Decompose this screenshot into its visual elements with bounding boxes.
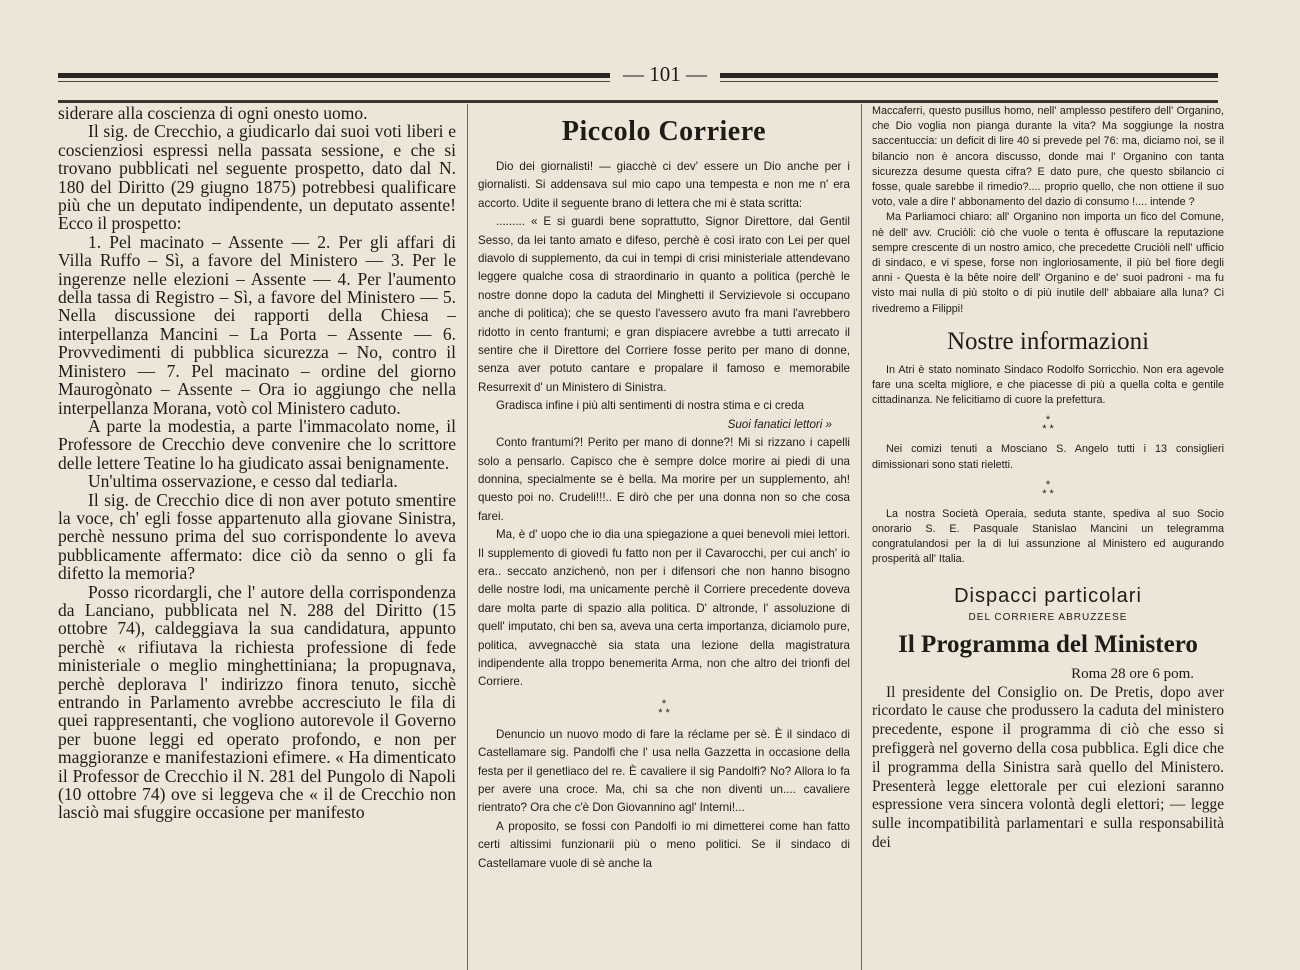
paragraph: A parte la modestia, a parte l'immacolato nome, il Professore de Crecchio deve convenire che lo scrittore delle lettere Teatine lo ha giudicato assai benignamente. bbox=[58, 415, 456, 473]
paragraph: Il sig. de Crecchio dice di non aver potuto smentire la voce, ch' egli fosse appartenuto alla giovane Sinistra, perchè nessuno prima del suo corrispondente lo aveva pubblicamente affermato: dice ciò da senno o gli fa difetto la memoria? bbox=[58, 489, 456, 584]
news-item: Nei comizi tenuti a Mosciano S. Angelo tutti i 13 consiglieri dimissionari sono stati rieletti. bbox=[872, 443, 1224, 471]
column-divider-1 bbox=[467, 104, 468, 970]
paragraph: siderare alla coscienza di ogni onesto uomo. bbox=[58, 104, 368, 123]
paragraph: Il presidente del Consiglio on. De Pretis, dopo aver ricordato le cause che produssero la caduta del ministero precedente, espone il programma di ciò che esso si prefiggerà nel governo della cosa pubblica. Egli dice che il programma della Sinistra sarà quello del Ministero. Presenterà legge elettorale per cui elezioni saranno espressione vera sincera volontà degli elettori; — legge sulle incompatibilità parlamentari e sulla responsabilità dei bbox=[872, 683, 1224, 852]
column-left bbox=[58, 104, 456, 970]
paragraph: Ma Parliamoci chiaro: all' Organino non importa un fico del Comune, nè dell' avv. Cruciòli: ciò che vuole o tenta è offuscare la reputazione sempre crescente di un nostro amico, che precedette Cruciòli nell' ufficio di sindaco, e vi spese, forse non ingloriosamente, il più bel fiore degli anni - Questa è la bête noire dell' Organino e de' suoi padroni - ma fu visto mai nulla di più stolto o di più inutile dell' abbaiare alla luna? Ci rivedremo a Filippi! bbox=[872, 211, 1224, 315]
paragraph: Ma, è d' uopo che io dia una spiegazione a quei benevoli miei lettori. Il supplemento di giovedì fu fatto non per il Cavarocchi, per cui anch' io era.. seccato anzichenò, non per i difensori che non hanno bisogno delle nostre lodi, ma unicamente perchè il Corriere precedente doveva dare molta parte di spazio alla politica. D' altronde, l' assoluzione di quell' imputato, chi ben sa, aveva una certa importanza, diciamolo pure, politica, avvegnacchè sia stata una lezione della magistratura indipendente alla troppo benemerita Arma, non che altro dei trionfi del Corriere. bbox=[478, 528, 850, 689]
paragraph: A proposito, se fossi con Pandolfi io mi dimetterei come han fatto certi altissimi funzionarii più o meno politici. Se il sindaco di Castellamare vuole di sè anche la bbox=[478, 819, 850, 870]
column-header-rule bbox=[58, 100, 1218, 103]
letter-signature: Suoi fanatici lettori » bbox=[727, 417, 832, 431]
column-divider-2 bbox=[861, 104, 862, 970]
news-item: In Atri è stato nominato Sindaco Rodolfo Sorricchio. Non era agevole fare una scelta migliore, e che piacesse di più a quella colta e gentile cittadinanza. Ne felicitiamo di cuore la prefettura. bbox=[872, 363, 1224, 407]
paragraph: Conto frantumi?! Perito per mano di donne?! Mi si rizzano i capelli solo a pensarlo. Capisco che è sempre dolce morire ai piedi di una donnina, specialmente se è bella. Ma morire per un supplemento, ah! questo poi no. Crudeli!!!.. E dirò che per una donna non so che cosa farei. bbox=[478, 436, 850, 523]
paragraph: Gradisca infine i più alti sentimenti di nostra stima e ci creda bbox=[496, 399, 805, 413]
section-title-nostre-informazioni: Nostre informazioni bbox=[946, 327, 1150, 355]
asterism-separator: * * * bbox=[1042, 414, 1054, 436]
asterism-separator: * * * bbox=[1042, 478, 1054, 500]
paragraph: Posso ricordargli, che l' autore della corrispondenza da Lanciano, pubblicata nel N. 288 del Diritto (15 ottobre 74), caldeggiava la sua candidatura, appunto perchè « rifiutava la richiesta professione di fede ministeriale o meglio minghettiniana; la propugnava, perchè deplorava l' indirizzo finora tenuto, sicchè entrando in Parlamento avrebbe accresciuto le fila di quei rappresentanti, che vogliono autorevole il Governo per buone leggi ed operato profondo, e non per maggioranze e manifestazioni efimere. « Ha dimenticato il Professor de Crecchio il N. 281 del Pungolo di Napoli (10 ottobre 74) ove si leggeva che « il de Crecchio non lasciò mai sfuggire occasione per manifesto bbox=[58, 581, 456, 823]
paragraph: Denuncio un nuovo modo di fare la réclame per sè. È il sindaco di Castellamare sig. Pandolfi che l' usa nella Gazzetta in occasione della festa per il genetliaco del re. È cavaliere il sig Pandolfi? No? Allora lo fa per avere una croce. Ma, chi sa che non diventi un.... cavaliere rientrato? Ora che c'è Don Giovannino agl' Interni!... bbox=[478, 727, 850, 815]
column-middle bbox=[478, 104, 850, 970]
headline-programma: Il Programma del Ministero bbox=[898, 630, 1198, 658]
dateline: Roma 28 ore 6 pom. bbox=[1071, 665, 1194, 682]
section-title-dispacci: Dispacci particolari bbox=[954, 584, 1142, 607]
paragraph: Un'ultima osservazione, e cesso dal tediarla. bbox=[88, 471, 398, 492]
news-item: La nostra Società Operaia, seduta stante, spediva al suo Socio onorario S. E. Pasquale Stanislao Mancini un telegramma congratulandosi per la di lui assunzione al Ministero ed augurando prosperità all' Italia. bbox=[872, 507, 1224, 566]
section-title-piccolo-corriere: Piccolo Corriere bbox=[561, 116, 767, 147]
page-number: — 101 — bbox=[610, 62, 720, 87]
paragraph: Maccaferri, questo pusillus homo, nell' amplesso pestifero dell' Organino, che Dio voglia non pianga durante la vita? Ma soggiunge la nostra saccentuccia: un deficit di lire 40 si prevede pel 76: ma, diciamo noi, se il bilancio non è ancora discusso, donde mai l' Organino con tanta sicurezza desume questa cifra? E dato pure, che questo sbilancio ci fosse, quale sarebbe il rimedio?.... proprio quello, che non ottiene il suo voto, vale a dire l' abbonamento del dazio di consumo !.... intende ? bbox=[872, 105, 1224, 209]
paragraph: 1. Pel macinato – Assente — 2. Per gli affari di Villa Ruffo – Sì, a favore del Ministero — 3. Per le ingerenze nelle elezioni – Assente — 4. Per l'aumento della tassa di Registro – Sì, a favore del Ministero — 5. Nella discussione dei rapporti della Chiesa – interpellanza Mancini – La Porta – Assente — 6. Provvedimenti di pubblica sicurezza – No, contro il Ministero — 7. Pel macinato – ordine del giorno Maurogònato – Assente – Ora io aggiungo che nella interpellanza Morana, votò col Ministero caduto. bbox=[58, 231, 456, 418]
section-subtitle: DEL CORRIERE ABRUZZESE bbox=[968, 611, 1128, 623]
asterism-separator: * * * bbox=[658, 697, 670, 719]
paragraph: Dio dei giornalisti! — giacchè ci dev' essere un Dio anche per i giornalisti. Si addensava sul mio capo una tempesta e non me n' era accorto. Udite il seguente brano di lettera che mi è stata scritta: bbox=[478, 160, 850, 210]
paragraph: Il sig. de Crecchio, a giudicarlo dai suoi voti liberi e coscienziosi espressi nella passata sessione, e che si trovano pubblicati nel seguente prospetto, dato dal N. 180 del Diritto (29 giugno 1875) potrebbesi qualificare più che un deputato indipendente, un deputato assente! Ecco il prospetto: bbox=[58, 121, 456, 234]
column-right bbox=[872, 104, 1224, 970]
paragraph: ......... « E si guardi bene soprattutto, Signor Direttore, dal Gentil Sesso, da lei tanto amato e difeso, perchè è così irato con Lei per quel diavolo di supplemento, da cui in tempi di crisi ministeriale attendevano leggere qualche cosa di straordinario in quanto a politica (perchè le nostre donne dopo la caduta del Minghetti il Servizievole si occupano anche di politica); che se questo l'avessero avuto fra mani l'avrebbero ridotto in cento frantumi; e gran dispiacere avrebbe a tutti arrecato il sentire che il Direttore del Corriere fosse perito per mano di donne, senza aver potuto cantare e propalare il famoso e memorabile Resurrexit d' un Ministero di Sinistra. bbox=[478, 215, 850, 394]
